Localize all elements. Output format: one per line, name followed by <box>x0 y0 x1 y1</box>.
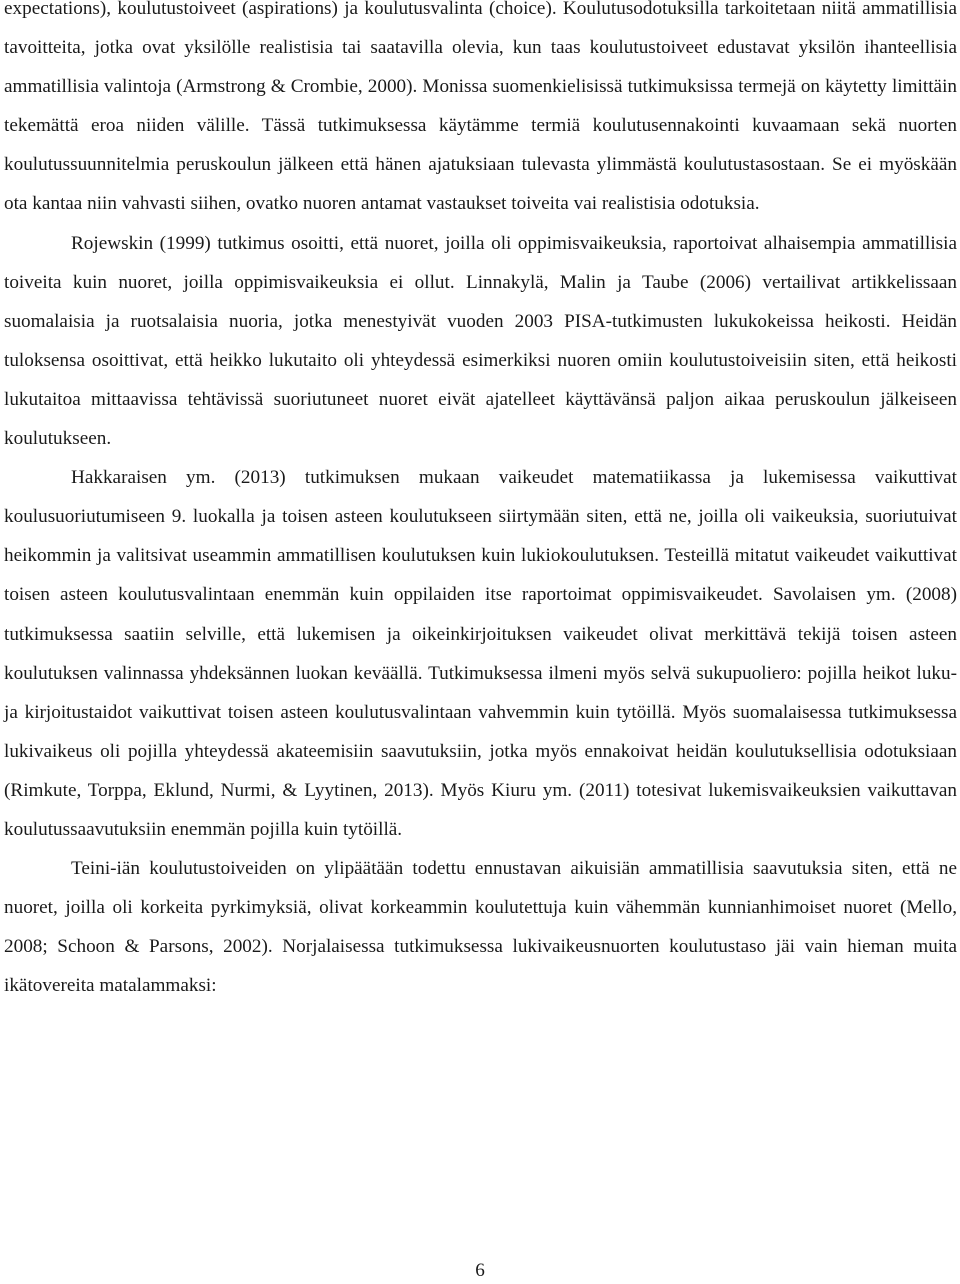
paragraph-2: Rojewskin (1999) tutkimus osoitti, että nuoret, joilla oli oppimisvaikeuksia, raportoivat alhaisempia ammatillisia toiveita kuin nuoret, joilla oppimisvaikeuksia ei ollut. Linnakylä, Malin ja Taube (2006) vertailivat artikkelissaan suomalaisia ja ruotsalaisia nuoria, jotka menestyivät vuoden 2003 PISA-tutkimusten lukukokeissa heikosti. Heidän tuloksensa osoittivat, että heikko lukutaito oli yhteydessä esimerkiksi nuoren omiin koulutustoiveisiin siten, että heikosti lukutaitoa mittaavissa tehtävissä suoriutuneet nuoret eivät ajatelleet käyttävänsä paljon aikaa peruskoulun jälkeiseen koulutukseen. <box>4 232 957 450</box>
paragraph-4: Teini-iän koulutustoiveiden on ylipäätään todettu ennustavan aikuisiän ammatillisia saavutuksia siten, että ne nuoret, joilla oli korkeita pyrkimyksiä, olivat korkeammin koulutettuja kuin vähemmän kunnianhimoiset nuoret (Mello, 2008; Schoon & Parsons, 2002). Norjalaisessa tutkimuksessa lukivaikeusnuorten koulutustaso jäi vain hieman muita ikätovereita matalammaksi: <box>4 858 957 997</box>
paragraph-3: Hakkaraisen ym. (2013) tutkimuksen mukaan vaikeudet matematiikassa ja lukemisessa vaikuttivat koulusuoriutumiseen 9. luokalla ja toisen asteen koulutukseen siirtymään siten, että ne, joilla oli vaikeuksia, suoriutuivat heikommin ja valitsivat useammin ammatillisen koulutuksen kuin lukiokoulutuksen. Testeillä mitatut vaikeudet vaikuttivat toisen asteen koulutusvalintaan enemmän kuin oppilaiden itse raportoimat oppimisvaikeudet. Savolaisen ym. (2008) tutkimuksessa saatiin selville, että lukemisen ja oikeinkirjoituksen vaikeudet olivat merkittävä tekijä toisen asteen koulutuksen valinnassa yhdeksännen luokan keväällä. Tutkimuksessa ilmeni myös selvä sukupuoliero: pojilla heikot luku- ja kirjoitustaidot vaikuttivat toisen asteen koulutusvalintaan vahvemmin kuin tytöillä. Myös suomalaisessa tutkimuksessa lukivaikeus oli pojilla yhteydessä akateemisiin saavutuksiin, jotka myös ennakoivat heidän koulutuksellisia odotuksiaan (Rimkute, Torppa, Eklund, Nurmi, & Lyytinen, 2013). Myös Kiuru ym. (2011) totesivat lukemisvaikeuksien vaikuttavan koulutussaavutuksiin enemmän pojilla kuin tytöillä. <box>4 467 957 840</box>
paragraph-1: expectations), koulutustoiveet (aspirations) ja koulutusvalinta (choice). Koulutusodotuksilla tarkoitetaan niitä ammatillisia tavoitteita, jotka ovat yksilölle realistisia tai saatavilla olevia, kun taas koulutustoiveet edustavat yksilön ihanteellisia ammatillisia valintoja (Armstrong & Crombie, 2000). Monissa suomenkielisissä tutkimuksissa termejä on käytetty limittäin tekemättä eroa niiden välille. Tässä tutkimuksessa käytämme termiä koulutusennakointi kuvaamaan sekä nuorten koulutussuunnitelmia peruskoulun jälkeen että hänen ajatuksiaan tulevasta ylimmästä koulutustasostaan. Se ei myöskään ota kantaa niin vahvasti siihen, ovatko nuoren antamat vastaukset toiveita vai realistisia odotuksia. <box>4 0 957 215</box>
page-number: 6 <box>475 1260 485 1281</box>
